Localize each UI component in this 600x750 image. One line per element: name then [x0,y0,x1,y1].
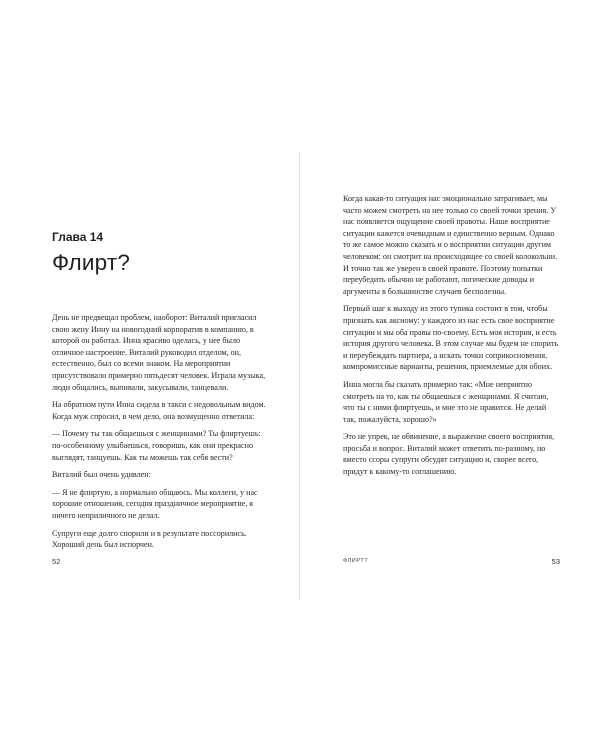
page-number-left: 52 [52,557,61,566]
paragraph: Когда какая-то ситуация нас эмоционально затрагивает, мы часто можем смотреть на нее только со своей точки зрения. У нас появляется ощущение своей правоты. Наше восприятие ситуации кажется очевидным и единственно верным. Однако то же самое можно сказать и о восприятии ситуации другим человеком: он смотрит на происходящее со своей колокольни. И точно так же уверен в своей правоте. Поэтому попытки переубедить обычно не работают, логические доводы и аргументы в большинстве случаев бесполезны. [343,194,558,296]
paragraph: Инна могла бы сказать примерно так: «Мне неприятно смотреть на то, как ты общаешься с женщинами. Я считаю, что ты с ними флиртуешь, и мне это не нравится. Не делай так, пожалуйста, хорошо?» [343,379,549,424]
left-body-text [52,312,267,557]
paragraph: — Я не флиртую, а нормально общаюсь. Мы коллеги, у нас хорошие отношения, сегодня праздничное мероприятие, я ничего неприличного не делал. [52,487,258,520]
paragraph: Первый шаг к выходу из этого тупика состоит в том, чтобы признать как аксиому: у каждого из нас есть свое восприятие ситуации и мы оба правы по-своему. Есть моя история, и есть история другого человека. В этом случае мы будем не спорить и переубеждать партнера, а искать точки соприкосновения, компромиссные варианты, решения, приемлемые для обоих. [343,304,559,372]
chapter-title: Флирт? [52,250,131,275]
paragraph: Виталий был очень удивлен: [52,470,151,480]
paragraph: День не предвещал проблем, наоборот: Виталий пригласил свою жену Инну на новогодний корпоратив в компанию, в которой он работал. Инна красиво оделась, у нее было отличное настроение. Виталий руководил отделом, он, естественно, был со всеми знаком. На мероприятии присутствовало примерно пятьдесят человек. Играла музыка, люди общались, выпивали, закусывали, танцевали. [52,313,266,392]
page-number-right: 53 [551,557,560,566]
paragraph: Это не упрек, не обвинение, а выражение своего восприятия, просьба и вопрос. Виталий может ответить по-разному, но вместо ссоры супруги обсудят ситуацию и, скорее всего, придут к какому-то соглашению. [343,432,555,477]
running-head: ФЛИРТ? [343,558,369,564]
paragraph: Супруги еще долго спорили и в результате поссорились. Хороший день был испорчен. [52,528,247,550]
right-body-text [343,193,560,484]
page-gutter [299,152,300,600]
paragraph: На обратном пути Инна сидела в такси с недовольным видом. Когда муж спросил, в чем дело, она возмущенно ответила: [52,400,266,421]
chapter-label: Глава 14 [52,230,104,244]
paragraph: — Почему ты так общаешься с женщинами? Ты флиртуешь: по-особенному улыбаешься, говоришь, как они прекрасно выглядят, танцуешь. Как ты можешь так себя вести? [52,429,261,462]
